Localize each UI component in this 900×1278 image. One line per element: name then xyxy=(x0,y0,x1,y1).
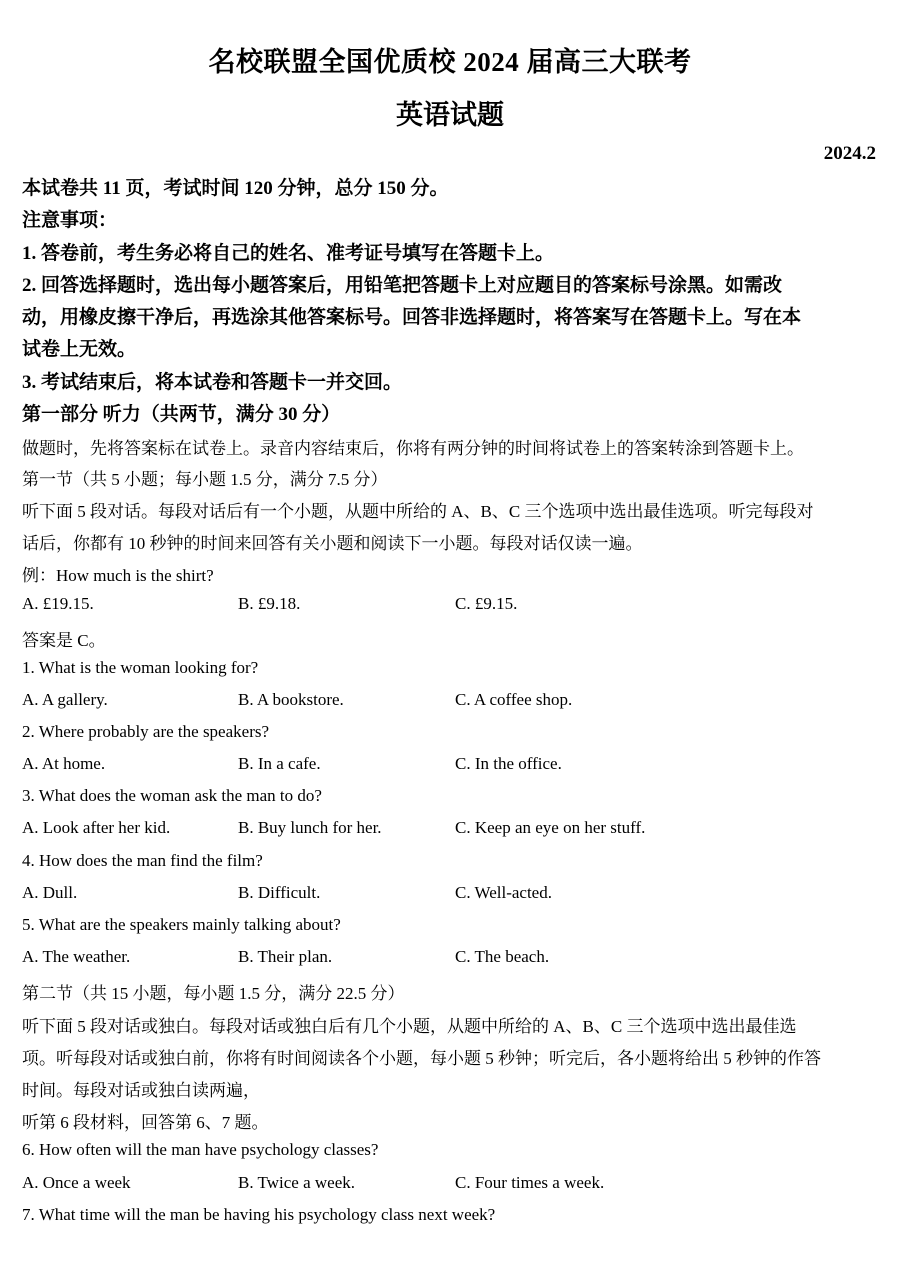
question-5-option-c: C. The beach. xyxy=(455,947,550,966)
question-6-option-b: B. Twice a week. xyxy=(238,1173,355,1192)
example-option-c: C. £9.15. xyxy=(455,594,518,613)
question-5-option-a: A. The weather. xyxy=(22,947,131,966)
notice-2-line-2: 动，用橡皮擦干净后，再选涂其他答案标号。回答非选择题时，将答案写在答题卡上。写在本 xyxy=(22,307,802,328)
exam-title: 名校联盟全国优质校 2024 届高三大联考 xyxy=(208,47,692,77)
example-question: 例：How much is the shirt? xyxy=(22,566,214,585)
question-1-option-a: A. A gallery. xyxy=(22,690,108,709)
notice-heading: 注意事项： xyxy=(22,210,118,231)
section2-instruction-line-3: 时间。每段对话或独白读两遍， xyxy=(22,1081,260,1100)
question-1-option-c: C. A coffee shop. xyxy=(455,690,573,709)
question-3: 3. What does the woman ask the man to do? xyxy=(22,786,322,805)
section1-heading: 第一节（共 5 小题；每小题 1.5 分，满分 7.5 分） xyxy=(22,470,388,489)
question-6-option-c: C. Four times a week. xyxy=(455,1173,605,1192)
question-3-option-c: C. Keep an eye on her stuff. xyxy=(455,818,646,837)
section2-instruction-line-2: 项。听每段对话或独白前，你将有时间阅读各个小题，每小题 5 秒钟；听完后，各小题将给出 5 秒钟的作答 xyxy=(22,1049,821,1068)
question-5: 5. What are the speakers mainly talking about? xyxy=(22,915,341,934)
question-7: 7. What time will the man be having his psychology class next week? xyxy=(22,1205,496,1224)
section2-heading: 第二节（共 15 小题，每小题 1.5 分，满分 22.5 分） xyxy=(22,984,405,1003)
question-2: 2. Where probably are the speakers? xyxy=(22,722,270,741)
question-4-option-a: A. Dull. xyxy=(22,883,78,902)
question-4-option-b: B. Difficult. xyxy=(238,883,321,902)
question-1: 1. What is the woman looking for? xyxy=(22,658,259,677)
section2-instruction-line-1: 听下面 5 段对话或独白。每段对话或独白后有几个小题，从题中所给的 A、B、C 三个选项中选出最佳选 xyxy=(22,1017,797,1036)
example-option-b: B. £9.18. xyxy=(238,594,301,613)
part1-instruction: 做题时，先将答案标在试卷上。录音内容结束后，你将有两分钟的时间将试卷上的答案转涂到答题卡上。 xyxy=(22,439,804,458)
question-4: 4. How does the man find the film? xyxy=(22,851,263,870)
material-6-note: 听第 6 段材料，回答第 6、7 题。 xyxy=(22,1113,269,1132)
part1-heading: 第一部分 听力（共两节，满分 30 分） xyxy=(22,404,341,425)
notice-2-line-1: 2. 回答选择题时，选出每小题答案后，用铅笔把答题卡上对应题目的答案标号涂黑。如需改 xyxy=(22,275,783,296)
notice-3: 3. 考试结束后，将本试卷和答题卡一并交回。 xyxy=(22,372,403,393)
question-6-option-a: A. Once a week xyxy=(22,1173,131,1192)
exam-subtitle: 英语试题 xyxy=(396,100,504,130)
question-2-option-b: B. In a cafe. xyxy=(238,754,321,773)
question-5-option-b: B. Their plan. xyxy=(238,947,333,966)
exam-info: 本试卷共 11 页，考试时间 120 分钟，总分 150 分。 xyxy=(22,178,449,199)
question-4-option-c: C. Well-acted. xyxy=(455,883,552,902)
question-6: 6. How often will the man have psychology classes? xyxy=(22,1140,379,1159)
example-answer: 答案是 C。 xyxy=(22,631,106,650)
section1-instruction-line-1: 听下面 5 段对话。每段对话后有一个小题，从题中所给的 A、B、C 三个选项中选出最佳选项。听完每段对 xyxy=(22,502,814,521)
question-3-option-a: A. Look after her kid. xyxy=(22,818,171,837)
notice-2-line-3: 试卷上无效。 xyxy=(22,339,137,360)
exam-date: 2024.2 xyxy=(823,143,876,164)
notice-1: 1. 答卷前，考生务必将自己的姓名、准考证号填写在答题卡上。 xyxy=(22,243,555,264)
question-3-option-b: B. Buy lunch for her. xyxy=(238,818,382,837)
question-1-option-b: B. A bookstore. xyxy=(238,690,344,709)
section1-instruction-line-2: 话后，你都有 10 秒钟的时间来回答有关小题和阅读下一小题。每段对话仅读一遍。 xyxy=(22,534,643,553)
question-2-option-c: C. In the office. xyxy=(455,754,562,773)
example-option-a: A. £19.15. xyxy=(22,594,94,613)
question-2-option-a: A. At home. xyxy=(22,754,106,773)
